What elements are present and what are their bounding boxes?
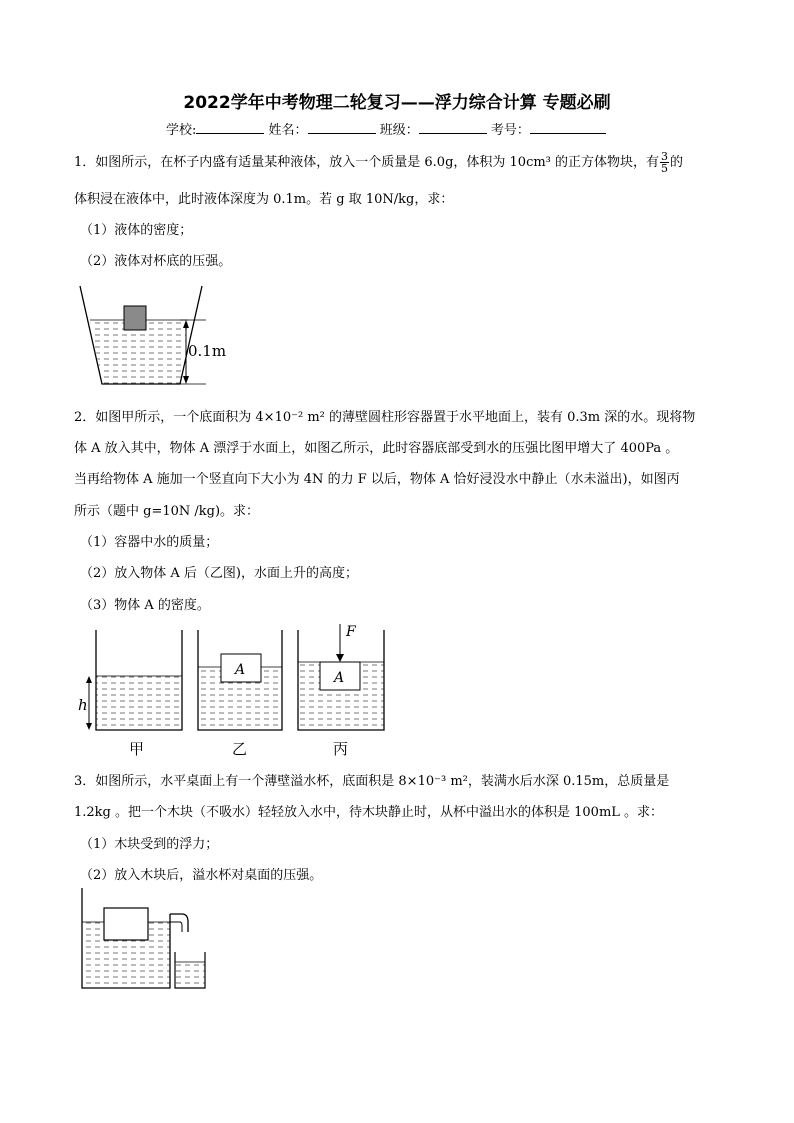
q1-frac-den: 5 [661,162,669,175]
q1-text-a: 1．如图所示，在杯子内盛有适量某种液体，放入一个质量是 6.0g，体积为 10cm³ 的正方体物块，有 [74,155,660,170]
q1-line-1 [74,151,683,174]
exam-no-blank[interactable] [530,121,606,134]
q2-h-label: h [78,696,88,714]
page-title: 2022学年中考物理二轮复习——浮力综合计算 专题必刷 [183,93,611,113]
q3-sub-1: （1）木块受到的浮力； [80,837,219,852]
q2-caption-jia: 甲 [129,740,145,758]
class-blank[interactable] [419,121,487,134]
exam-no-label: 考号： [490,123,530,138]
q2-line-1: 2．如图甲所示，一个底面积为 4×10⁻² m² 的薄壁圆柱形容器置于水平地面上，装有 0.3m 深的水。现将物 [74,410,696,425]
q3-sub-2: （2）放入木块后，溢水杯对桌面的压强。 [80,868,323,883]
q3-line-1: 3．如图所示，水平桌面上有一个薄壁溢水杯，底面积是 8×10⁻³ m²，装满水后水深 0.15m，总质量是 [74,774,670,789]
q2-force-label: F [346,624,356,640]
q1-frac-num: 3 [661,150,669,163]
q1-depth-label: 0.1m [188,342,227,360]
q2-block-a-yi: A [235,662,246,678]
q3-figure-overflow-cup [76,884,216,994]
school-blank[interactable] [196,121,264,134]
q2-line-3: 当再给物体 A 施加一个竖直向下大小为 4N 的力 F 以后，物体 A 恰好浸没水中静止（水未溢出)，如图丙 [74,472,680,487]
q2-figure-containers [74,620,394,762]
student-info-line [166,119,606,138]
q1-sub-2: （2）液体对杯底的压强。 [80,254,232,269]
q2-sub-2: （2）放入物体 A 后（乙图)，水面上升的高度； [80,566,358,581]
q3-line-2: 1.2kg 。把一个木块（不吸水）轻轻放入水中，待木块静止时，从杯中溢出水的体积是 100mL 。求： [74,805,664,820]
name-label: 姓名： [268,123,308,138]
q2-line-2: 体 A 放入其中，物体 A 漂浮于水面上，如图乙所示，此时容器底部受到水的压强比图甲增大了 400Pa 。 [74,441,679,456]
q2-sub-1: （1）容器中水的质量； [80,535,219,550]
name-blank[interactable] [308,121,376,134]
q1-sub-1: （1）液体的密度； [80,223,193,238]
class-label: 班级： [379,123,419,138]
q1-text-b: 的 [670,155,684,170]
school-label: 学校: [166,123,197,138]
q2-line-4: 所示（题中 g=10N /kg)。求： [74,504,260,519]
q2-block-a-bing: A [334,670,345,686]
q1-figure-cup [76,284,246,389]
q1-fraction [660,151,669,174]
q2-caption-yi: 乙 [232,740,248,758]
q2-caption-bing: 丙 [333,740,349,758]
q2-sub-3: （3）物体 A 的密度。 [80,598,210,613]
q1-line-2: 体积浸在液体中，此时液体深度为 0.1m。若 g 取 10N/kg，求： [74,192,454,207]
